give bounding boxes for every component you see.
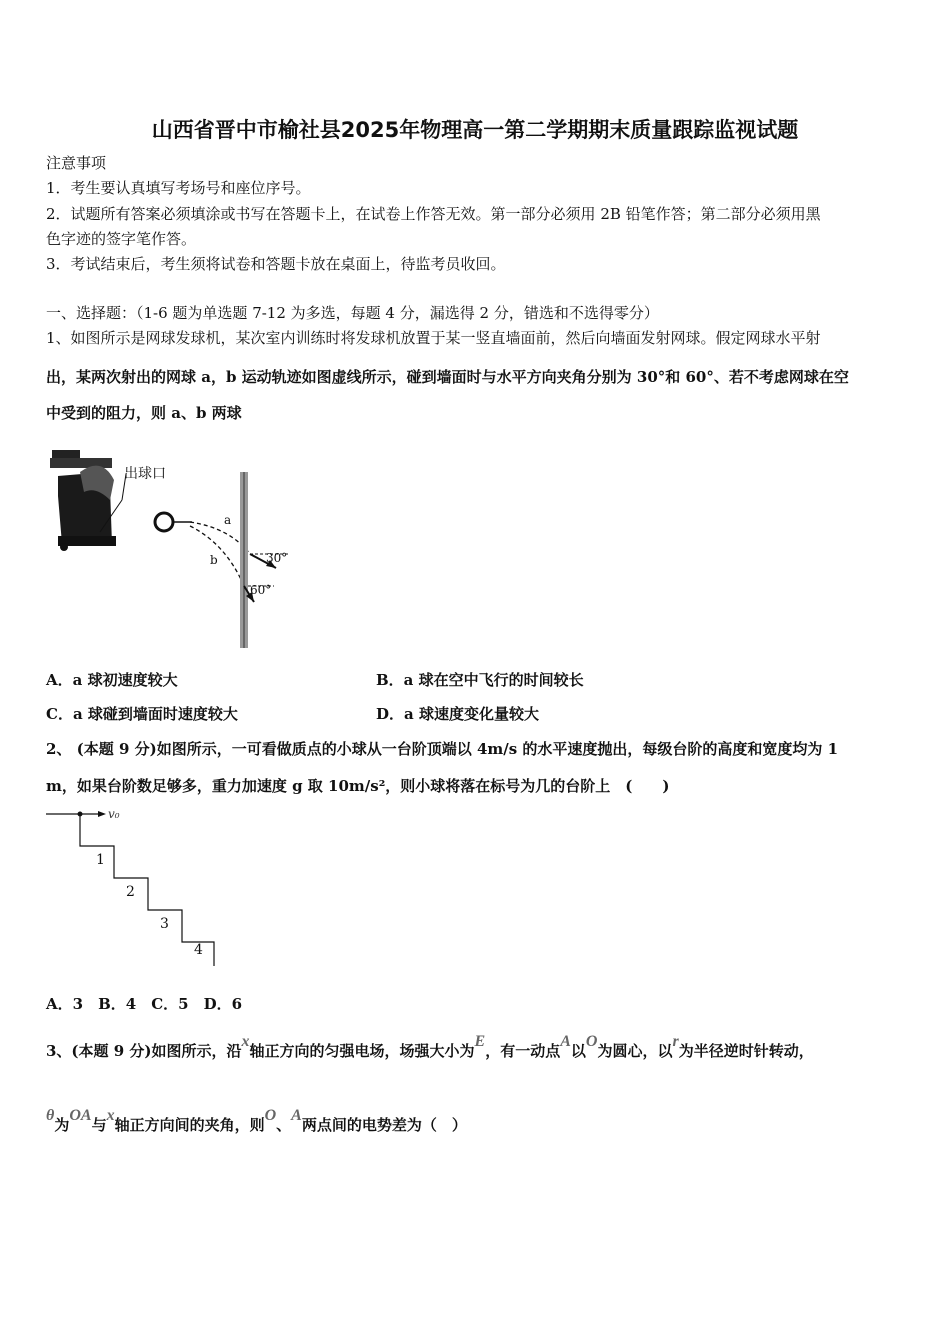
notice-heading: 注意事项	[46, 154, 107, 172]
q3-text-10: 、	[276, 1116, 292, 1134]
q3-text-3: ，有一动点	[485, 1042, 561, 1060]
q3-text-5: 为圆心，以	[597, 1042, 673, 1060]
q3-text-9: 轴正方向间的夹角，则	[114, 1116, 265, 1134]
q3-math-oa: OA	[69, 1107, 92, 1124]
q3-math-x: x	[241, 1033, 250, 1050]
angle-60-label: 60°	[250, 583, 272, 597]
q3-math-a2: A	[291, 1107, 302, 1124]
q2-figure	[40, 800, 240, 970]
q3-math-o2: O	[264, 1107, 277, 1124]
q3-text-8: 与	[91, 1116, 107, 1134]
ball-icon	[155, 513, 173, 531]
q1-option-a[interactable]: A．a 球初速度较大	[46, 671, 178, 689]
q3-math-theta: θ	[46, 1107, 55, 1124]
q2-line-2: m，如果台阶数足够多，重力加速度 g 取 10m/s²，则小球将落在标号为几的台阶上 ( )	[46, 777, 670, 795]
step-3: 3	[160, 916, 169, 932]
q2-line-1: 2、 (本题 9 分)如图所示，一可看做质点的小球从一台阶顶端以 4m/s 的水平速度抛出，每级台阶的高度和宽度均为 1	[46, 740, 839, 758]
q1-line-1: 1、如图所示是网球发球机，某次室内训练时将发球机放置于某一竖直墙面前，然后向墙面发射网球。假定网球水平射	[46, 329, 821, 347]
label-a: a	[224, 513, 232, 527]
step-2: 2	[126, 884, 135, 900]
serve-machine-icon	[50, 450, 126, 551]
notice-item-2-cont: 色字迹的签字笔作答。	[46, 230, 197, 248]
outlet-label: 出球口	[124, 466, 166, 482]
notice-item-3: 3．考试结束后，考生须将试卷和答题卡放在桌面上，待监考员收回。	[46, 255, 506, 273]
v0-label: v₀	[108, 807, 120, 821]
page-title: 山西省晋中市榆社县2025年物理高一第二学期期末质量跟踪监视试题	[151, 118, 799, 142]
step-1: 1	[96, 852, 105, 868]
notice-item-1: 1．考生要认真填写考场号和座位序号。	[46, 179, 311, 197]
step-4: 4	[194, 942, 203, 958]
q1-figure	[40, 436, 310, 656]
q1-line-2: 出，某两次射出的网球 a，b 运动轨迹如图虚线所示，碰到墙面时与水平方向夹角分别为 30°和 60°、若不考虑网球在空	[46, 368, 849, 386]
q2-options[interactable]: A．3 B．4 C．5 D．6	[46, 995, 243, 1013]
q1-line-3: 中受到的阻力，则 a、b 两球	[46, 404, 242, 422]
q3-text-1: 3、(本题 9 分)如图所示，沿	[46, 1042, 242, 1060]
q1-option-c[interactable]: C．a 球碰到墙面时速度较大	[46, 705, 238, 723]
q3-line-2	[46, 1107, 467, 1135]
q3-math-x2: x	[106, 1107, 115, 1124]
angle-30-label: 30°	[266, 551, 288, 565]
velocity-arrow-icon	[98, 811, 106, 817]
q3-math-r: r	[672, 1033, 679, 1050]
q3-text-2: 轴正方向的匀强电场，场强大小为	[249, 1042, 475, 1060]
q3-line-1	[46, 1033, 814, 1061]
label-b: b	[210, 553, 218, 567]
notice-item-2: 2．试题所有答案必须填涂或书写在答题卡上，在试卷上作答无效。第一部分必须用 2B 铅笔作答；第二部分必须用黑	[46, 205, 821, 223]
q3-math-o: O	[585, 1033, 598, 1050]
q3-math-a: A	[560, 1033, 571, 1050]
q3-text-11: 两点间的电势差为（ ）	[301, 1116, 467, 1134]
q3-text-6: 为半径逆时针转动，	[678, 1042, 814, 1060]
q3-math-e: E	[474, 1033, 486, 1050]
q1-option-b[interactable]: B．a 球在空中飞行的时间较长	[376, 671, 584, 689]
q3-text-4: 以	[570, 1042, 586, 1060]
section-heading: 一、选择题：（1-6 题为单选题 7-12 为多选，每题 4 分，漏选得 2 分，错选和不选得零分）	[46, 304, 659, 322]
q3-text-7: 为	[54, 1116, 70, 1134]
q1-option-d[interactable]: D．a 球速度变化量较大	[376, 705, 539, 723]
